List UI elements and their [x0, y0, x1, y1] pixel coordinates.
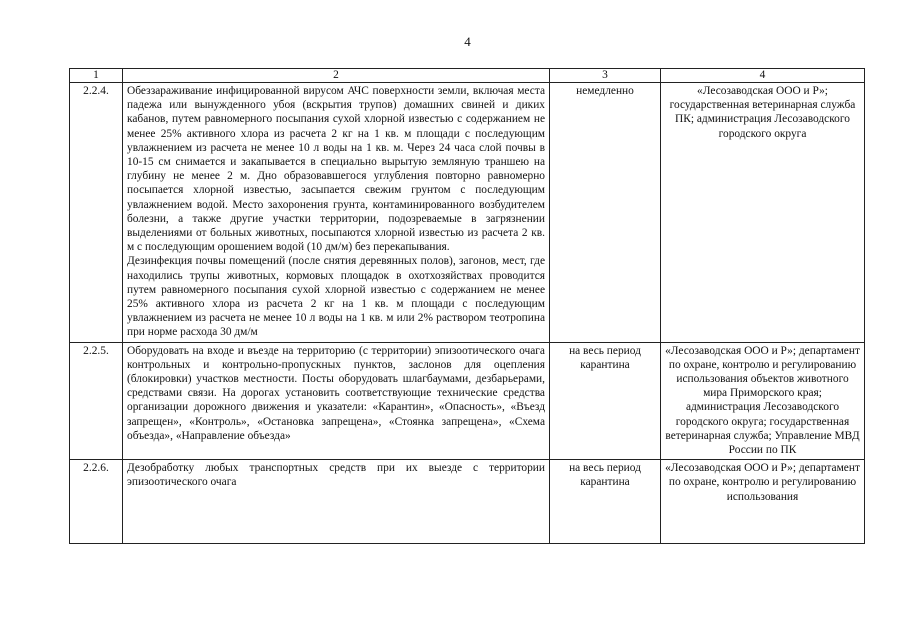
responsible-parties: «Лесозаводская ООО и Р»; департамент по охране, контролю и регулированию использования объектов животного мира Приморского края; администрация Лесозаводского городского округа; государственная ветеринарная служба; Управление МВД России по ПК	[661, 342, 865, 460]
column-header-4: 4	[661, 69, 865, 83]
measures-table	[69, 68, 865, 544]
table-row	[70, 342, 865, 460]
measure-description	[123, 342, 550, 460]
measure-paragraph: Дезобработку любых транспортных средств при их выезде с территории эпизоотического очага	[127, 462, 545, 489]
item-number: 2.2.4.	[70, 83, 123, 343]
column-header-3: 3	[550, 69, 661, 83]
measure-paragraph: Обеззараживание инфицированной вирусом АЧС поверхности земли, включая места падежа или вынужденного убоя (вскрытия трупов) домашних свиней и диких кабанов, путем равномерного посыпания сухой хлорной известью с содержанием не менее 25% активного хлора из расчета 2 кг на 1 кв. м площади с последующим увлажнением из расчета не менее 10 л воды на 1 кв. м. Через 24 часа слой почвы в 10-15 см снимается и закапывается в специально вырытую земляную траншею на глубину не менее 2 м. Дно образовавшегося углубления повторно равномерно посыпается хлорной известью, засыпается свежим грунтом с последующим увлажнением водой. Место захоронения грунта, контаминированного возбудителем болезни, а также другие участки территории, подозреваемые в загрязнении выделениями от больных животных, посыпаются хлорной известью из расчета 2 кв. м с последующим орошением водой (10 дм/м) без перекапывания.	[127, 85, 545, 254]
responsible-parties: «Лесозаводская ООО и Р»; государственная ветеринарная служба ПК; администрация Лесозаводского городского округа	[661, 83, 865, 343]
measure-description	[123, 460, 550, 544]
page-number: 4	[464, 34, 471, 49]
column-header-2: 2	[123, 69, 550, 83]
table-row	[70, 460, 865, 544]
deadline: на весь период карантина	[550, 460, 661, 544]
item-number: 2.2.6.	[70, 460, 123, 544]
deadline: немедленно	[550, 83, 661, 343]
deadline: на весь период карантина	[550, 342, 661, 460]
measure-paragraph: Оборудовать на входе и въезде на территорию (с территории) эпизоотического очага контрольных и контрольно-пропускных пунктов, заслонов для оцепления (блокировки) участков местности. Посты оборудовать шлагбаумами, дезбарьерами, средствами связи. На дорогах установить соответствующие технические средства организации дорожного движения и указатели: «Карантин», «Опасность», «Въезд запрещен», «Контроль», «Остановка запрещена», «Стоянка запрещена», «Схема объезда», «Направление объезда»	[127, 344, 545, 442]
responsible-parties: «Лесозаводская ООО и Р»; департамент по охране, контролю и регулированию использования	[661, 460, 865, 544]
table-header-row	[70, 69, 865, 83]
measure-description	[123, 83, 550, 343]
column-header-1: 1	[70, 69, 123, 83]
measure-paragraph: Дезинфекция почвы помещений (после снятия деревянных полов), загонов, мест, где находились трупы животных, кормовых площадок в охотхозяйствах проводится путем равномерного посыпания сухой хлорной известью с содержанием не менее 25% активного хлора из расчета 2 кг на 1 кв. м площади с последующим увлажнением из расчета не менее 10 л воды на 1 кв. м или 2% раствором теотропина при норме расхода 30 дм/м	[127, 255, 545, 339]
item-number: 2.2.5.	[70, 342, 123, 460]
table-row	[70, 83, 865, 343]
